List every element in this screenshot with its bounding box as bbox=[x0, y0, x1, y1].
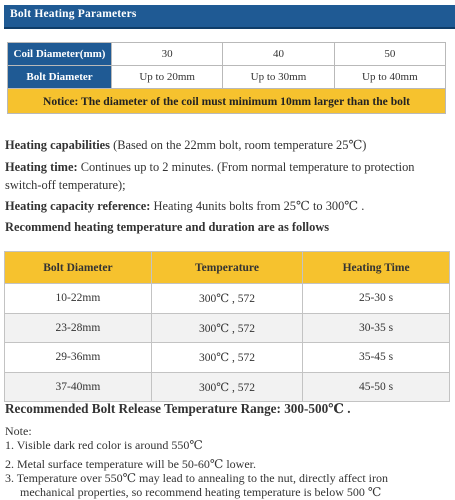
cell-temperature: 300℃ , 572 bbox=[151, 284, 302, 314]
cell-diameter: 23-28mm bbox=[5, 313, 152, 343]
section-header bbox=[4, 5, 455, 29]
cell-diameter: 29-36mm bbox=[5, 343, 152, 373]
table-row bbox=[5, 284, 450, 314]
heating-table bbox=[4, 251, 450, 402]
coil-value: 50 bbox=[334, 43, 445, 66]
header-bolt-diameter: Bolt Diameter bbox=[5, 252, 152, 284]
time-text: Continues up to 2 minutes. (From normal temperature to protection bbox=[77, 160, 415, 174]
capabilities-label: Heating capabilities bbox=[5, 138, 110, 152]
cell-temperature: 300℃ , 572 bbox=[151, 343, 302, 373]
note-item-cont: mechanical properties, so recommend heating temperature is below 500 ℃ bbox=[20, 485, 382, 499]
cell-diameter: 37-40mm bbox=[5, 372, 152, 402]
cell-temperature: 300℃ , 572 bbox=[151, 313, 302, 343]
cell-time: 35-45 s bbox=[303, 343, 450, 373]
bolt-row bbox=[8, 66, 446, 89]
bolt-value: Up to 30mm bbox=[223, 66, 334, 89]
heating-capacity bbox=[5, 197, 364, 215]
capacity-text: Heating 4units bolts from 25℃ to 300℃ . bbox=[150, 199, 365, 213]
recommend-title-text: Recommend heating temperature and duration are as follows bbox=[5, 220, 330, 234]
cell-temperature: 300℃ , 572 bbox=[151, 372, 302, 402]
time-label: Heating time: bbox=[5, 160, 78, 174]
coil-value: 40 bbox=[223, 43, 334, 66]
note-item: 3. Temperature over 550℃ may lead to annealing to the nut, directly affect iron bbox=[5, 471, 389, 485]
coil-value: 30 bbox=[112, 43, 223, 66]
coil-diameter-table bbox=[7, 42, 446, 114]
note-item: 2. Metal surface temperature will be 50-60℃ lower. bbox=[5, 457, 257, 471]
cell-time: 30-35 s bbox=[303, 313, 450, 343]
header-heating-time: Heating Time bbox=[303, 252, 450, 284]
table-row bbox=[5, 372, 450, 402]
cell-time: 25-30 s bbox=[303, 284, 450, 314]
heating-table-header bbox=[5, 252, 450, 284]
time-text-cont: switch-off temperature); bbox=[5, 178, 126, 192]
coil-diameter-label: Coil Diameter(mm) bbox=[8, 43, 112, 66]
note-label: Note: bbox=[5, 424, 32, 438]
table-row bbox=[5, 343, 450, 373]
recommend-title bbox=[5, 218, 329, 236]
capacity-label: Heating capacity reference: bbox=[5, 199, 151, 213]
cell-diameter: 10-22mm bbox=[5, 284, 152, 314]
notice-text: Notice: The diameter of the coil must minimum 10mm larger than the bolt bbox=[8, 89, 446, 114]
heating-time bbox=[5, 158, 415, 194]
header-temperature: Temperature bbox=[151, 252, 302, 284]
bolt-value: Up to 40mm bbox=[334, 66, 445, 89]
bolt-diameter-label: Bolt Diameter bbox=[8, 66, 112, 89]
release-temperature-title: Recommended Bolt Release Temperature Range: 300-500℃ . bbox=[5, 401, 351, 416]
capabilities-text: (Based on the 22mm bolt, room temperature 25℃) bbox=[109, 138, 367, 152]
heating-capabilities bbox=[5, 136, 366, 154]
section-title: Bolt Heating Parameters bbox=[10, 8, 137, 20]
notice-row bbox=[8, 89, 446, 114]
cell-time: 45-50 s bbox=[303, 372, 450, 402]
coil-row bbox=[8, 43, 446, 66]
bolt-value: Up to 20mm bbox=[112, 66, 223, 89]
note-item: 1. Visible dark red color is around 550℃ bbox=[5, 438, 203, 452]
table-row bbox=[5, 313, 450, 343]
